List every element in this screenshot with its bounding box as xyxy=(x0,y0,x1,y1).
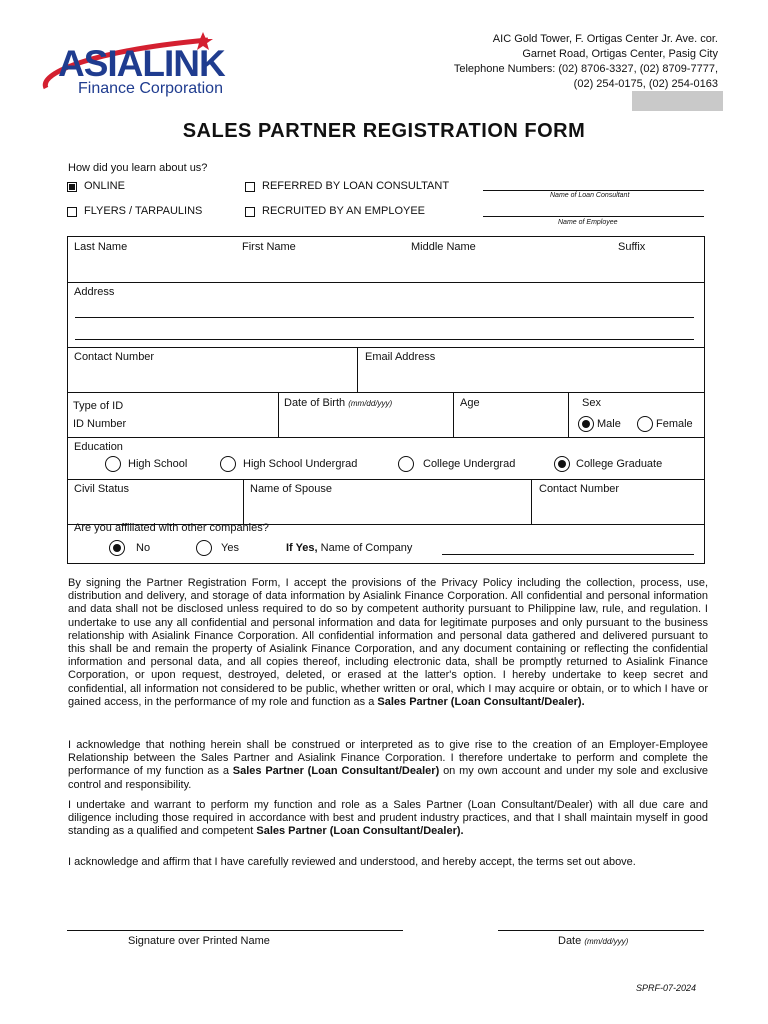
address-line-2: Garnet Road, Ortigas Center, Pasig City xyxy=(522,48,718,60)
male-label: Male xyxy=(597,418,621,430)
if-yes-text: If Yes, xyxy=(286,542,318,554)
logo-sub-text: Finance Corporation xyxy=(78,80,223,97)
loan-consultant-name-line[interactable] xyxy=(483,190,704,191)
referred-checkbox[interactable] xyxy=(245,182,255,192)
employee-caption: Name of Employee xyxy=(558,219,618,226)
education-label: Education xyxy=(74,441,123,453)
spouse-label: Name of Spouse xyxy=(250,483,332,495)
flyers-label: FLYERS / TARPAULINS xyxy=(84,205,203,217)
company-name-line[interactable] xyxy=(442,554,694,555)
dob-format: (mm/dd/yyy) xyxy=(348,399,393,408)
address-line-3: Telephone Numbers: (02) 8706-3327, (02) 8709-7777, xyxy=(453,63,718,75)
recruited-label: RECRUITED BY AN EMPLOYEE xyxy=(262,205,426,217)
terms-p2-bold: Sales Partner (Loan Consultant/Dealer) xyxy=(232,765,440,778)
yes-radio[interactable] xyxy=(196,540,212,556)
loan-consultant-caption: Name of Loan Consultant xyxy=(550,192,630,199)
if-yes-label xyxy=(286,542,412,554)
no-label: No xyxy=(136,542,151,554)
affiliated-question: Are you affiliated with other companies? xyxy=(74,522,269,534)
first-name-label: First Name xyxy=(242,241,296,253)
company-address xyxy=(454,32,718,92)
hs-undergrad-label: High School Undergrad xyxy=(243,458,358,470)
name-input-area[interactable] xyxy=(68,255,704,281)
terms-paragraph-1 xyxy=(68,577,708,709)
address-line-4: (02) 254-0175, (02) 254-0163 xyxy=(573,78,718,90)
dob-text: Date of Birth xyxy=(284,397,346,409)
terms-paragraph-4 xyxy=(68,856,708,869)
email-label: Email Address xyxy=(365,351,436,363)
date-text: Date xyxy=(558,935,582,947)
referred-label: REFERRED BY LOAN CONSULTANT xyxy=(262,180,450,192)
dob-label xyxy=(284,397,392,409)
terms-p1-bold: Sales Partner (Loan Consultant/Dealer). xyxy=(377,695,585,708)
logo-main-text: ASIALINK xyxy=(58,43,225,84)
recruited-checkbox[interactable] xyxy=(245,207,255,217)
signature-line[interactable] xyxy=(67,930,403,931)
suffix-label: Suffix xyxy=(618,241,646,253)
spouse-contact-label: Contact Number xyxy=(539,483,620,495)
terms-p3-bold: Sales Partner (Loan Consultant/Dealer). xyxy=(256,825,464,838)
male-radio[interactable] xyxy=(578,416,594,432)
form-code: SPRF-07-2024 xyxy=(636,983,697,993)
high-school-radio[interactable] xyxy=(105,456,121,472)
civil-status-label: Civil Status xyxy=(74,483,130,495)
address-line-1: AIC Gold Tower, F. Ortigas Center Jr. Ave. cor. xyxy=(492,33,718,45)
company-logo xyxy=(38,30,278,100)
control-number-box xyxy=(632,91,723,111)
date-label xyxy=(558,935,628,947)
company-name-text: Name of Company xyxy=(320,542,413,554)
last-name-label: Last Name xyxy=(74,241,128,253)
high-school-label: High School xyxy=(128,458,188,470)
address-line-a[interactable] xyxy=(75,317,694,318)
type-of-id-label: Type of ID xyxy=(73,400,124,412)
address-line-b[interactable] xyxy=(75,339,694,340)
id-number-label: ID Number xyxy=(73,418,127,430)
online-label: ONLINE xyxy=(84,180,125,192)
terms-paragraph-2 xyxy=(68,739,708,792)
signature-label: Signature over Printed Name xyxy=(128,935,270,947)
learn-question: How did you learn about us? xyxy=(68,162,208,174)
sex-label: Sex xyxy=(582,397,601,409)
college-graduate-radio[interactable] xyxy=(554,456,570,472)
middle-name-label: Middle Name xyxy=(411,241,476,253)
terms-paragraph-3 xyxy=(68,799,708,839)
registration-table xyxy=(67,236,705,564)
terms-p1-text: By signing the Partner Registration Form, I accept the provisions of the Privacy Policy including the collection, process, use, distribution and delivery, and storage of data information by Asialink Finance Corporation. All confidential and personal information and data shall not be disclosed unless required to do so by competent authority pursuant to Philippine law, rule, and regulation. I undertake to use any all confidential and personal information and data for legitimate purposes and only pursuant to the business relationship with Asialink Finance Corporation. All confidential information and personal data gathered and delivered pursuant to this shall be and remain the property of Asialink Finance Corporation, and any document containing or reflecting the confidential information and personal data, and all copies thereof, including electronic data, shall be promptly returned to Asialink Finance Corporation, or upon request, destroyed, deleted, or erased at the latter's option. I hereby undertake to keep secret and confidential, all information not considered to be public, whether written or oral, which I may acquire or obtain, or to which I have or gained access, in the performance of my role and function as a xyxy=(68,577,708,708)
age-label: Age xyxy=(460,397,480,409)
no-radio[interactable] xyxy=(109,540,125,556)
female-radio[interactable] xyxy=(637,416,653,432)
flyers-checkbox[interactable] xyxy=(67,207,77,217)
online-checkbox[interactable] xyxy=(67,182,77,192)
date-line[interactable] xyxy=(498,930,704,931)
college-undergrad-label: College Undergrad xyxy=(423,458,516,470)
form-title: SALES PARTNER REGISTRATION FORM xyxy=(182,120,586,142)
employee-name-line[interactable] xyxy=(483,216,704,217)
contact-number-label: Contact Number xyxy=(74,351,155,363)
terms-p3-text: I undertake and warrant to perform my function and role as a Sales Partner (Loan Consultant/Dealer) with all due care and diligence including those required in accordance with best and prudent industry practices, and that I shall maintain myself in good standing as a qualified and competent xyxy=(68,799,708,838)
college-undergrad-radio[interactable] xyxy=(398,456,414,472)
terms-p2-text-b: on my own account and under my sole and exclusive control and responsibility. xyxy=(68,765,708,791)
female-label: Female xyxy=(656,418,693,430)
hs-undergrad-radio[interactable] xyxy=(220,456,236,472)
address-label: Address xyxy=(74,286,115,298)
terms-p4-text: I acknowledge and affirm that I have carefully reviewed and understood, and hereby accept, the terms set out above. xyxy=(68,856,636,868)
college-graduate-label: College Graduate xyxy=(576,458,663,470)
yes-label: Yes xyxy=(221,542,239,554)
terms-p2-text-a: I acknowledge that nothing herein shall be construed or interpreted as to give rise to the creation of an Employer-Employee Relationship between the Sales Partner and Asialink Finance Corporation. I therefore undertake to perform and complete the performance of my function as a xyxy=(68,739,708,778)
date-format: (mm/dd/yyy) xyxy=(584,937,629,946)
